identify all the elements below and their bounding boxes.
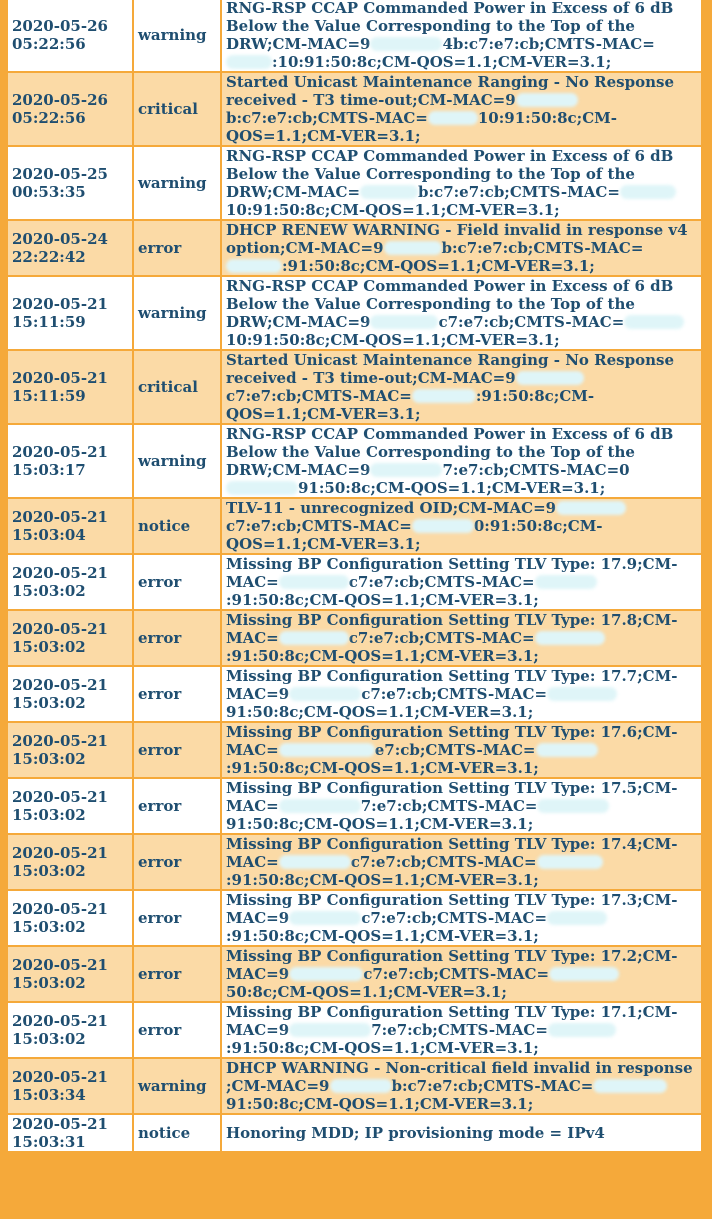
log-level: critical bbox=[134, 73, 220, 145]
log-message-part: Missing BP Configuration Setting TLV Type: 17.8;CM-MAC= bbox=[226, 611, 678, 647]
log-time: 2020-05-21 15:03:17 bbox=[8, 425, 132, 497]
redacted-mac bbox=[547, 911, 607, 925]
log-message-text bbox=[226, 73, 697, 145]
log-level: error bbox=[134, 667, 220, 721]
redacted-mac bbox=[549, 967, 619, 981]
log-message-part: :91:50:8c;CM-QOS=1.1;CM-VER=3.1; bbox=[226, 927, 539, 945]
log-message-part: 0:91:50:8c;CM-QOS=1.1;CM-VER=3.1; bbox=[226, 517, 603, 553]
log-message bbox=[222, 1059, 701, 1113]
redacted-mac bbox=[556, 501, 626, 515]
log-row bbox=[8, 0, 701, 71]
redacted-mac bbox=[289, 911, 361, 925]
log-message-part: :91:50:8c;CM-QOS=1.1;CM-VER=3.1; bbox=[226, 759, 539, 777]
log-row bbox=[8, 667, 701, 721]
log-message-part: 4b:c7:e7:cb;CMTS-MAC= bbox=[442, 35, 655, 53]
log-level: error bbox=[134, 221, 220, 275]
log-message-part: :91:50:8c;CM-QOS=1.1;CM-VER=3.1; bbox=[226, 1039, 539, 1057]
log-message-text bbox=[226, 891, 697, 945]
redacted-mac bbox=[226, 481, 298, 495]
redacted-mac bbox=[428, 111, 478, 125]
log-level: error bbox=[134, 1003, 220, 1057]
log-message-part: 91:50:8c;CM-QOS=1.1;CM-VER=3.1; bbox=[298, 479, 606, 497]
log-level: warning bbox=[134, 425, 220, 497]
log-time: 2020-05-26 05:22:56 bbox=[8, 73, 132, 145]
log-level: error bbox=[134, 779, 220, 833]
log-time: 2020-05-21 15:03:34 bbox=[8, 1059, 132, 1113]
redacted-mac bbox=[620, 185, 676, 199]
log-message-part: RNG-RSP CCAP Commanded Power in Excess of 6 dB Below the Value Corresponding to the Top of the DRW;CM-MAC= bbox=[226, 147, 674, 201]
event-log-table bbox=[6, 0, 703, 1153]
redacted-mac bbox=[536, 743, 598, 757]
log-message bbox=[222, 835, 701, 889]
log-message-part: c7:e7:cb;CMTS-MAC= bbox=[363, 965, 550, 983]
log-message-text bbox=[226, 1003, 697, 1057]
log-message-part: TLV-11 - unrecognized OID;CM-MAC=9 bbox=[226, 499, 557, 517]
redacted-mac bbox=[537, 799, 609, 813]
log-row bbox=[8, 73, 701, 145]
log-message-part: 10:91:50:8c;CM-QOS=1.1;CM-VER=3.1; bbox=[226, 109, 617, 145]
log-message-part: Missing BP Configuration Setting TLV Type: 17.6;CM-MAC= bbox=[226, 723, 678, 759]
redacted-mac bbox=[279, 575, 349, 589]
log-message-part: Missing BP Configuration Setting TLV Type: 17.9;CM-MAC= bbox=[226, 555, 678, 591]
redacted-mac bbox=[593, 1079, 667, 1093]
log-message bbox=[222, 277, 701, 349]
event-log-body bbox=[8, 0, 701, 1151]
log-row bbox=[8, 425, 701, 497]
log-message bbox=[222, 425, 701, 497]
log-message-text bbox=[226, 779, 697, 833]
log-message bbox=[222, 555, 701, 609]
log-message-part: RNG-RSP CCAP Commanded Power in Excess of 6 dB Below the Value Corresponding to the Top of the DRW;CM-MAC=9 bbox=[226, 425, 674, 479]
redacted-mac bbox=[370, 463, 442, 477]
log-message-part: 10:91:50:8c;CM-QOS=1.1;CM-VER=3.1; bbox=[226, 201, 560, 219]
log-row bbox=[8, 835, 701, 889]
log-message-part: c7:e7:cb;CMTS-MAC= bbox=[348, 629, 535, 647]
redacted-mac bbox=[289, 1023, 371, 1037]
log-message-part: c7:e7:cb;CMTS-MAC= bbox=[226, 517, 412, 535]
log-message-part: b:c7:e7:cb;CMTS-MAC= bbox=[441, 239, 644, 257]
redacted-mac bbox=[516, 371, 584, 385]
log-row bbox=[8, 555, 701, 609]
redacted-mac bbox=[535, 575, 597, 589]
log-level: critical bbox=[134, 351, 220, 423]
log-level: warning bbox=[134, 0, 220, 71]
log-message bbox=[222, 0, 701, 71]
redacted-mac bbox=[516, 93, 578, 107]
log-message-part: b:c7:e7:cb;CMTS-MAC= bbox=[418, 183, 620, 201]
log-message-part: c7:e7:cb;CMTS-MAC= bbox=[226, 387, 412, 405]
log-time: 2020-05-21 15:03:04 bbox=[8, 499, 132, 553]
log-level: error bbox=[134, 611, 220, 665]
log-message-text bbox=[226, 611, 697, 665]
log-row bbox=[8, 277, 701, 349]
log-level: error bbox=[134, 835, 220, 889]
log-message-part: 91:50:8c;CM-QOS=1.1;CM-VER=3.1; bbox=[226, 703, 534, 721]
log-message-text bbox=[226, 1124, 697, 1142]
log-message bbox=[222, 221, 701, 275]
redacted-mac bbox=[384, 241, 442, 255]
log-time: 2020-05-21 15:03:02 bbox=[8, 667, 132, 721]
log-message bbox=[222, 779, 701, 833]
log-message-text bbox=[226, 1059, 697, 1113]
log-message-part: c7:e7:cb;CMTS-MAC= bbox=[361, 909, 548, 927]
log-message-part: 91:50:8c;CM-QOS=1.1;CM-VER=3.1; bbox=[226, 1095, 534, 1113]
log-message-part: b:c7:e7:cb;CMTS-MAC= bbox=[226, 109, 428, 127]
log-time: 2020-05-21 15:03:02 bbox=[8, 779, 132, 833]
log-message-part: c7:e7:cb;CMTS-MAC= bbox=[350, 853, 537, 871]
log-time: 2020-05-21 15:03:31 bbox=[8, 1115, 132, 1151]
log-message-part: Started Unicast Maintenance Ranging - No Response received - T3 time-out;CM-MAC=9 bbox=[226, 351, 674, 387]
log-message-text bbox=[226, 723, 697, 777]
log-time: 2020-05-21 15:03:02 bbox=[8, 723, 132, 777]
log-message-part: DHCP RENEW WARNING - Field invalid in response v4 option;CM-MAC=9 bbox=[226, 221, 688, 257]
log-level: notice bbox=[134, 1115, 220, 1151]
log-message-text bbox=[226, 147, 697, 219]
log-time: 2020-05-21 15:03:02 bbox=[8, 835, 132, 889]
log-message-part: RNG-RSP CCAP Commanded Power in Excess of 6 dB Below the Value Corresponding to the Top of the DRW;CM-MAC=9 bbox=[226, 0, 674, 53]
log-message-part: 10:91:50:8c;CM-QOS=1.1;CM-VER=3.1; bbox=[226, 331, 560, 349]
log-message-part: Missing BP Configuration Setting TLV Type: 17.7;CM-MAC=9 bbox=[226, 667, 678, 703]
log-message bbox=[222, 1003, 701, 1057]
log-row bbox=[8, 221, 701, 275]
log-message-part: Honoring MDD; IP provisioning mode = IPv4 bbox=[226, 1124, 605, 1142]
log-level: notice bbox=[134, 499, 220, 553]
log-message-text bbox=[226, 499, 697, 553]
log-row bbox=[8, 1059, 701, 1113]
redacted-mac bbox=[226, 55, 272, 69]
redacted-mac bbox=[279, 743, 375, 757]
log-row bbox=[8, 147, 701, 219]
log-message-part: :91:50:8c;CM-QOS=1.1;CM-VER=3.1; bbox=[226, 871, 539, 889]
log-level: error bbox=[134, 947, 220, 1001]
log-time: 2020-05-21 15:11:59 bbox=[8, 277, 132, 349]
log-message-part: Started Unicast Maintenance Ranging - No Response received - T3 time-out;CM-MAC=9 bbox=[226, 73, 674, 109]
log-message bbox=[222, 611, 701, 665]
log-message-part: e7:cb;CMTS-MAC= bbox=[374, 741, 536, 759]
log-message-part: c7:e7:cb;CMTS-MAC= bbox=[348, 573, 535, 591]
log-time: 2020-05-21 15:03:02 bbox=[8, 891, 132, 945]
log-row bbox=[8, 723, 701, 777]
log-message-part: 50:8c;CM-QOS=1.1;CM-VER=3.1; bbox=[226, 983, 507, 1001]
log-message bbox=[222, 73, 701, 145]
redacted-mac bbox=[279, 855, 351, 869]
log-message-part: b:c7:e7:cb;CMTS-MAC= bbox=[391, 1077, 594, 1095]
log-level: warning bbox=[134, 147, 220, 219]
log-row bbox=[8, 1115, 701, 1151]
log-message-part: c7:e7:cb;CMTS-MAC= bbox=[438, 313, 625, 331]
redacted-mac bbox=[548, 1023, 616, 1037]
log-level: error bbox=[134, 723, 220, 777]
log-message-part: Missing BP Configuration Setting TLV Type: 17.4;CM-MAC= bbox=[226, 835, 678, 871]
redacted-mac bbox=[289, 967, 363, 981]
log-message-text bbox=[226, 351, 697, 423]
log-message-part: 7:e7:cb;CMTS-MAC= bbox=[371, 1021, 548, 1039]
log-row bbox=[8, 1003, 701, 1057]
log-message bbox=[222, 667, 701, 721]
log-message-text bbox=[226, 667, 697, 721]
log-message-text bbox=[226, 425, 697, 497]
log-level: error bbox=[134, 891, 220, 945]
redacted-mac bbox=[547, 687, 617, 701]
log-message-part: :91:50:8c;CM-QOS=1.1;CM-VER=3.1; bbox=[282, 257, 595, 275]
redacted-mac bbox=[535, 631, 605, 645]
log-level: warning bbox=[134, 1059, 220, 1113]
redacted-mac bbox=[412, 519, 474, 533]
log-message-part: RNG-RSP CCAP Commanded Power in Excess of 6 dB Below the Value Corresponding to the Top of the DRW;CM-MAC=9 bbox=[226, 277, 674, 331]
redacted-mac bbox=[537, 855, 603, 869]
log-message-part: Missing BP Configuration Setting TLV Type: 17.3;CM-MAC=9 bbox=[226, 891, 678, 927]
log-message-text bbox=[226, 277, 697, 349]
redacted-mac bbox=[279, 799, 361, 813]
log-row bbox=[8, 351, 701, 423]
redacted-mac bbox=[226, 259, 282, 273]
log-level: warning bbox=[134, 277, 220, 349]
redacted-mac bbox=[360, 185, 418, 199]
log-message-part: :91:50:8c;CM-QOS=1.1;CM-VER=3.1; bbox=[226, 387, 595, 423]
log-time: 2020-05-21 15:03:02 bbox=[8, 555, 132, 609]
log-row bbox=[8, 499, 701, 553]
log-message-part: Missing BP Configuration Setting TLV Type: 17.1;CM-MAC=9 bbox=[226, 1003, 678, 1039]
log-time: 2020-05-24 22:22:42 bbox=[8, 221, 132, 275]
redacted-mac bbox=[289, 687, 361, 701]
log-message-part: 7:e7:cb;CMTS-MAC=0 bbox=[442, 461, 630, 479]
log-message-text bbox=[226, 835, 697, 889]
log-row bbox=[8, 947, 701, 1001]
log-message-part: :91:50:8c;CM-QOS=1.1;CM-VER=3.1; bbox=[226, 591, 539, 609]
log-row bbox=[8, 891, 701, 945]
redacted-mac bbox=[279, 631, 349, 645]
log-row bbox=[8, 779, 701, 833]
redacted-mac bbox=[370, 37, 442, 51]
log-message-text bbox=[226, 555, 697, 609]
log-message-part: c7:e7:cb;CMTS-MAC= bbox=[361, 685, 548, 703]
log-message-text bbox=[226, 0, 697, 71]
log-message-part: DHCP WARNING - Non-critical field invalid in response ;CM-MAC=9 bbox=[226, 1059, 693, 1095]
log-time: 2020-05-21 15:03:02 bbox=[8, 947, 132, 1001]
log-time: 2020-05-21 15:03:02 bbox=[8, 1003, 132, 1057]
log-message-part: Missing BP Configuration Setting TLV Type: 17.2;CM-MAC=9 bbox=[226, 947, 678, 983]
log-message-part: Missing BP Configuration Setting TLV Type: 17.5;CM-MAC= bbox=[226, 779, 678, 815]
log-message-text bbox=[226, 221, 697, 275]
log-time: 2020-05-26 05:22:56 bbox=[8, 0, 132, 71]
log-message-part: 91:50:8c;CM-QOS=1.1;CM-VER=3.1; bbox=[226, 815, 534, 833]
log-message bbox=[222, 947, 701, 1001]
redacted-mac bbox=[624, 315, 684, 329]
log-time: 2020-05-21 15:11:59 bbox=[8, 351, 132, 423]
log-message-part: 7:e7:cb;CMTS-MAC= bbox=[360, 797, 538, 815]
log-message-part: :91:50:8c;CM-QOS=1.1;CM-VER=3.1; bbox=[226, 647, 539, 665]
log-message bbox=[222, 891, 701, 945]
log-time: 2020-05-25 00:53:35 bbox=[8, 147, 132, 219]
log-message bbox=[222, 147, 701, 219]
log-message-text bbox=[226, 947, 697, 1001]
log-row bbox=[8, 611, 701, 665]
log-time: 2020-05-21 15:03:02 bbox=[8, 611, 132, 665]
log-message bbox=[222, 723, 701, 777]
redacted-mac bbox=[330, 1079, 392, 1093]
log-message bbox=[222, 499, 701, 553]
redacted-mac bbox=[370, 315, 438, 329]
redacted-mac bbox=[412, 389, 476, 403]
log-message bbox=[222, 1115, 701, 1151]
log-level: error bbox=[134, 555, 220, 609]
log-message-part: :10:91:50:8c;CM-QOS=1.1;CM-VER=3.1; bbox=[272, 53, 612, 71]
log-message bbox=[222, 351, 701, 423]
